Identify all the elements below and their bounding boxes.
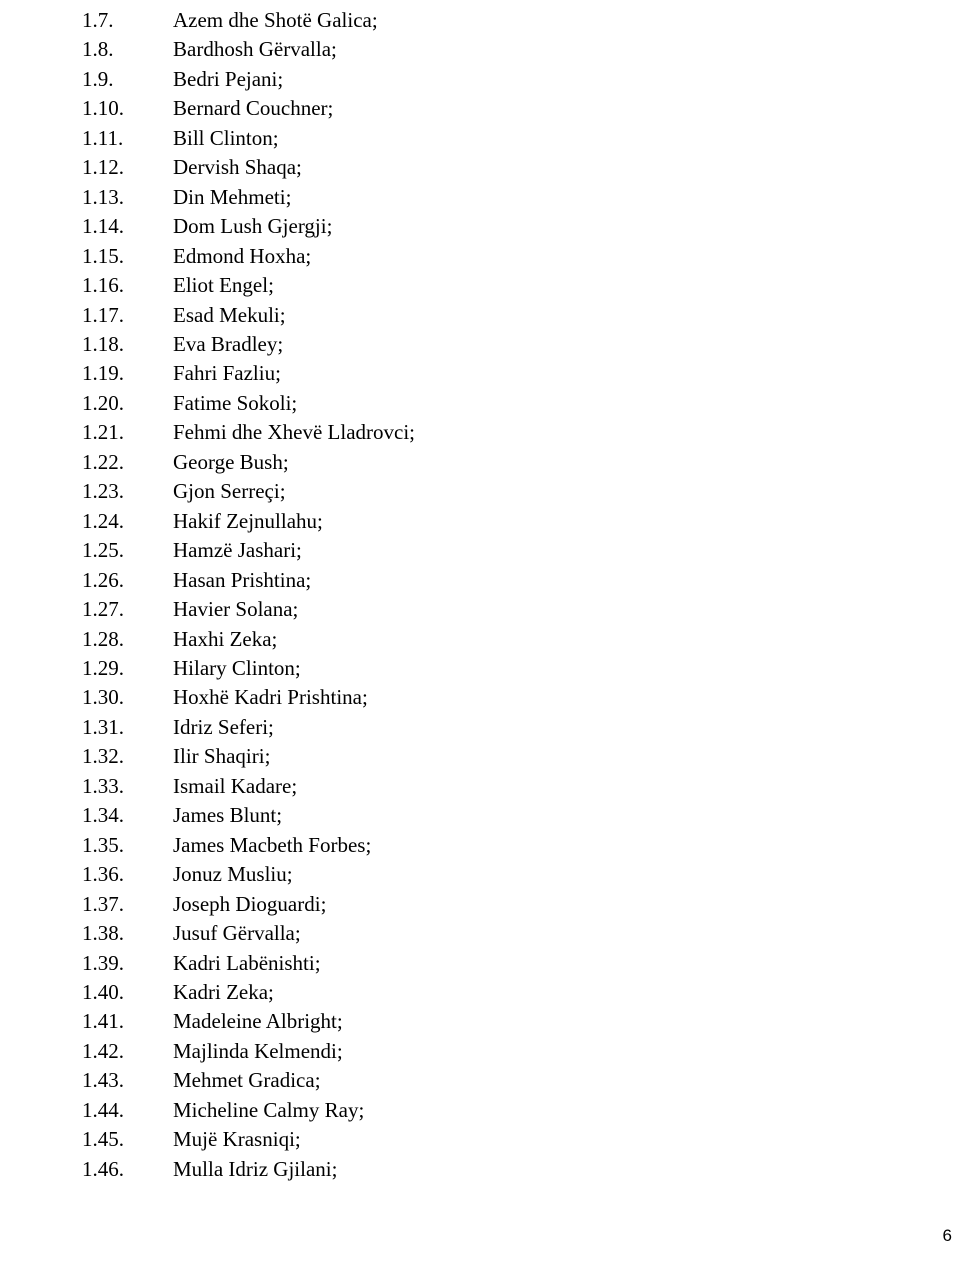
item-number: 1.33. <box>82 773 124 798</box>
list-item <box>82 801 415 830</box>
item-number: 1.18. <box>82 331 124 356</box>
item-name: Ismail Kadare; <box>173 773 298 798</box>
item-name: Eliot Engel; <box>173 273 274 298</box>
list-item <box>82 507 415 536</box>
list-item <box>82 654 415 683</box>
list-item <box>82 1066 415 1095</box>
item-number: 1.31. <box>82 714 124 739</box>
list-item <box>82 1125 415 1154</box>
list-item <box>82 625 415 654</box>
item-name: Haxhi Zeka; <box>173 626 278 651</box>
item-number: 1.26. <box>82 567 124 592</box>
item-number: 1.46. <box>82 1156 124 1181</box>
item-name: Bill Clinton; <box>173 125 279 150</box>
list-item <box>82 978 415 1007</box>
list-item <box>82 566 415 595</box>
item-number: 1.38. <box>82 921 124 946</box>
list-item <box>82 713 415 742</box>
item-name: Fahri Fazliu; <box>173 361 281 386</box>
item-name: Hilary Clinton; <box>173 655 301 680</box>
list-item <box>82 65 415 94</box>
item-name: Esad Mekuli; <box>173 302 286 327</box>
list-item <box>82 35 415 64</box>
item-number: 1.44. <box>82 1097 124 1122</box>
item-number: 1.27. <box>82 597 124 622</box>
item-number: 1.30. <box>82 685 124 710</box>
item-name: Kadri Zeka; <box>173 979 274 1004</box>
item-number: 1.43. <box>82 1068 124 1093</box>
item-name: Dervish Shaqa; <box>173 155 302 180</box>
item-name: Eva Bradley; <box>173 331 284 356</box>
item-name: Dom Lush Gjergji; <box>173 214 333 239</box>
item-name: Hoxhë Kadri Prishtina; <box>173 685 368 710</box>
list-item <box>82 242 415 271</box>
item-name: Hamzë Jashari; <box>173 538 302 563</box>
item-number: 1.10. <box>82 96 124 121</box>
item-name: Edmond Hoxha; <box>173 243 312 268</box>
item-number: 1.17. <box>82 302 124 327</box>
item-number: 1.22. <box>82 449 124 474</box>
item-number: 1.8. <box>82 37 114 62</box>
list-item <box>82 1155 415 1184</box>
list-item <box>82 418 415 447</box>
item-name: Havier Solana; <box>173 597 299 622</box>
list-item <box>82 949 415 978</box>
list-item <box>82 6 415 35</box>
list-item <box>82 890 415 919</box>
item-name: Bardhosh Gërvalla; <box>173 37 337 62</box>
item-name: Jusuf Gërvalla; <box>173 921 301 946</box>
list-item <box>82 301 415 330</box>
item-number: 1.21. <box>82 420 124 445</box>
item-name: Majlinda Kelmendi; <box>173 1038 343 1063</box>
list-item <box>82 477 415 506</box>
item-name: Fatime Sokoli; <box>173 390 298 415</box>
list-item <box>82 183 415 212</box>
item-name: Hasan Prishtina; <box>173 567 312 592</box>
page-number: 6 <box>942 1226 952 1245</box>
list-item <box>82 124 415 153</box>
item-name: Fehmi dhe Xhevë Lladrovci; <box>173 420 416 445</box>
list-item <box>82 448 415 477</box>
item-name: Kadri Labënishti; <box>173 950 321 975</box>
item-name: Mehmet Gradica; <box>173 1068 321 1093</box>
item-name: Ilir Shaqiri; <box>173 744 271 769</box>
item-number: 1.45. <box>82 1127 124 1152</box>
item-number: 1.15. <box>82 243 124 268</box>
item-name: Bernard Couchner; <box>173 96 334 121</box>
item-number: 1.9. <box>82 66 114 91</box>
item-number: 1.37. <box>82 891 124 916</box>
item-number: 1.13. <box>82 184 124 209</box>
item-number: 1.42. <box>82 1038 124 1063</box>
list-item <box>82 153 415 182</box>
item-number: 1.14. <box>82 214 124 239</box>
item-number: 1.40. <box>82 979 124 1004</box>
list-item <box>82 359 415 388</box>
item-number: 1.29. <box>82 655 124 680</box>
list-item <box>82 595 415 624</box>
item-name: Azem dhe Shotë Galica; <box>173 8 378 32</box>
list-item <box>82 389 415 418</box>
list-item <box>82 212 415 241</box>
item-number: 1.28. <box>82 626 124 651</box>
item-name: Gjon Serreçi; <box>173 479 286 504</box>
list-item <box>82 1096 415 1125</box>
item-name: James Macbeth Forbes; <box>173 832 372 857</box>
list-item <box>82 536 415 565</box>
item-name: Din Mehmeti; <box>173 184 292 209</box>
item-name: Joseph Dioguardi; <box>173 891 327 916</box>
item-number: 1.20. <box>82 390 124 415</box>
item-name: Mulla Idriz Gjilani; <box>173 1156 338 1181</box>
item-number: 1.19. <box>82 361 124 386</box>
item-name: Hakif Zejnullahu; <box>173 508 323 533</box>
item-number: 1.23. <box>82 479 124 504</box>
item-name: Micheline Calmy Ray; <box>173 1097 365 1122</box>
list-item <box>82 742 415 771</box>
item-number: 1.16. <box>82 273 124 298</box>
item-name: George Bush; <box>173 449 289 474</box>
item-number: 1.41. <box>82 1009 124 1034</box>
item-number: 1.24. <box>82 508 124 533</box>
item-name: Mujë Krasniqi; <box>173 1127 301 1152</box>
list-item <box>82 683 415 712</box>
item-name: Bedri Pejani; <box>173 66 284 91</box>
item-number: 1.11. <box>82 125 124 150</box>
item-number: 1.34. <box>82 803 124 828</box>
list-item <box>82 1007 415 1036</box>
item-name: James Blunt; <box>173 803 283 828</box>
item-number: 1.36. <box>82 862 124 887</box>
list-item <box>82 1037 415 1066</box>
list-item <box>82 772 415 801</box>
item-name: Jonuz Musliu; <box>173 862 293 887</box>
item-number: 1.12. <box>82 155 124 180</box>
item-number: 1.39. <box>82 950 124 975</box>
item-number: 1.7. <box>82 8 114 32</box>
list-item <box>82 860 415 889</box>
item-number: 1.25. <box>82 538 124 563</box>
item-number: 1.35. <box>82 832 124 857</box>
list-item <box>82 919 415 948</box>
list-item <box>82 271 415 300</box>
item-number: 1.32. <box>82 744 124 769</box>
item-name: Idriz Seferi; <box>173 714 274 739</box>
list-item <box>82 831 415 860</box>
list-item <box>82 330 415 359</box>
item-name: Madeleine Albright; <box>173 1009 343 1034</box>
list-item <box>82 94 415 123</box>
numbered-list <box>82 6 415 1184</box>
